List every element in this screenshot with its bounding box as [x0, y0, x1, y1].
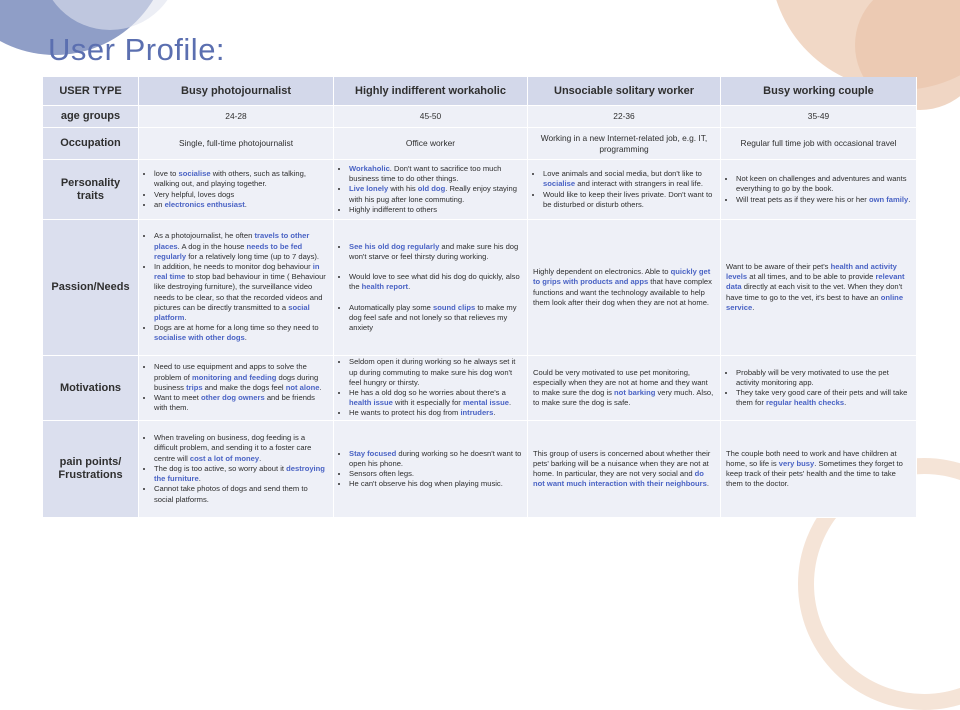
highlight-text: needs to be fed regularly — [154, 241, 303, 261]
age-value: 45-50 — [419, 111, 442, 122]
passion-paragraph — [726, 262, 911, 313]
highlight-text: online service — [726, 292, 904, 312]
motivations-cell-2 — [334, 356, 528, 421]
body-text: Want to meet — [154, 393, 201, 403]
highlight-text: health issue — [349, 398, 393, 408]
body-text: during working so he doesn't want to open his phone. — [349, 448, 522, 468]
header-column-4: Busy working couple — [721, 77, 917, 106]
body-text: He can't observe his dog when playing music. — [349, 479, 503, 489]
highlight-text: not barking — [614, 388, 656, 397]
body-text: Probably will be very motivated to use the pet activity monitoring app. — [736, 367, 889, 387]
body-text: Will treat pets as if they were his or her — [736, 194, 869, 204]
body-text: to stop bad behaviour in time ( Behaviour like destroying furniture), the surveillance video needs to be clear, so that the recorded videos and pictures can be directly transmitted to a — [154, 272, 326, 312]
body-text: for a relatively long time (up to 7 days). — [186, 251, 320, 261]
highlight-text: regular health checks — [765, 398, 845, 408]
painpoints-cell-1 — [139, 421, 334, 518]
highlight-text: quickly get to grips with products and apps — [533, 267, 711, 287]
body-text: . Don't want to sacrifice too much business time to do other things. — [349, 164, 502, 184]
body-text: Highly dependent on electronics. Able to — [533, 267, 671, 277]
highlight-text: socialise — [178, 169, 211, 179]
body-text: Would like to keep their lives private. Don't want to be disturbed or disturb others. — [543, 189, 713, 209]
passion-cell-4 — [721, 220, 917, 356]
body-text: with his — [388, 184, 418, 194]
bullet-item — [543, 169, 715, 189]
bullet-item — [736, 368, 911, 388]
personality-list — [144, 169, 328, 210]
bullet-item — [349, 303, 522, 334]
body-text: very much. Also, to make sure the dog is safe. — [533, 388, 714, 408]
body-text: . — [493, 408, 496, 418]
body-text: Seldom open it during working so he always set it up during commuting to make sure his dog won't feel hungry or thirsty. — [349, 357, 516, 387]
body-text: . Sometimes they forget to keep track of their pets' health and the time to take them to the doctor. — [726, 458, 903, 489]
body-text: . — [752, 302, 755, 312]
passion-paragraph — [533, 267, 715, 308]
personality-cell-3 — [528, 160, 721, 220]
bullet-item — [154, 200, 328, 210]
personality-list — [726, 174, 911, 205]
body-text: Highly indifferent to others — [349, 204, 438, 214]
body-text: Sensors often legs. — [349, 469, 415, 478]
highlight-text: intruders — [460, 408, 494, 418]
passion-cell-1 — [139, 220, 334, 356]
bullet-item — [736, 174, 911, 194]
bullet-item — [349, 357, 522, 388]
body-text: Cannot take photos of dogs and send them to social platforms. — [154, 484, 308, 504]
body-text: . — [319, 382, 322, 392]
occupation-cell-4 — [721, 128, 917, 160]
bullet-item — [154, 169, 328, 189]
body-text: to make my dog feel safe and not lonely so that relieves my anxiety — [349, 302, 517, 332]
highlight-text: socialise — [543, 179, 576, 189]
highlight-text: social platform — [154, 302, 310, 322]
painpoints-cell-3 — [528, 421, 721, 518]
age-cell-2 — [334, 106, 528, 128]
age-cell-3 — [528, 106, 721, 128]
highlight-text: in real time — [154, 261, 320, 282]
body-text: They take very good care of their pets and will take them for — [736, 388, 908, 408]
occupation-value: Office worker — [405, 138, 456, 149]
header-column-1: Busy photojournalist — [139, 77, 334, 106]
body-text: love to — [154, 169, 179, 179]
body-text: Automatically play some — [349, 302, 433, 312]
highlight-text: Workaholic — [349, 164, 390, 173]
motivations-list — [726, 368, 911, 409]
body-text: . A dog in the house — [177, 241, 247, 251]
occupation-value: Working in a new Internet-related job, e.g. IT, programming — [540, 133, 708, 154]
bullet-item — [349, 184, 522, 204]
row-label-motivations: Motivations — [43, 356, 139, 421]
bullet-item — [736, 195, 911, 205]
body-text: and be friends with them. — [154, 393, 315, 413]
highlight-text: mental issue — [462, 398, 509, 408]
body-text: Need to use equipment and apps to solve the problem of — [154, 362, 307, 382]
painpoints-list — [339, 449, 522, 490]
body-text: Very helpful, loves dogs — [154, 189, 235, 199]
motivations-cell-4 — [721, 356, 917, 421]
highlight-text: do not want much interaction with their neighbours — [533, 469, 707, 489]
bullet-item — [543, 190, 715, 210]
header-user-type: USER TYPE — [43, 77, 139, 106]
bullet-item — [349, 408, 522, 418]
highlight-text: other dog owners — [201, 393, 265, 403]
highlight-text: socialise with other dogs — [154, 333, 245, 343]
highlight-text: health and activity levels — [726, 261, 897, 282]
body-text: and make sure his dog won't starve or feel thirsty during working. — [349, 241, 519, 261]
highlight-text: very busy — [778, 458, 815, 468]
bullet-item — [154, 231, 328, 262]
body-text: and interact with strangers in real life. — [575, 179, 703, 189]
motivations-cell-1 — [139, 356, 334, 421]
body-text: dogs during business — [154, 372, 319, 392]
body-text: . — [184, 313, 187, 322]
bullet-item — [154, 262, 328, 323]
body-text: In addition, he needs to monitor dog behaviour — [154, 261, 313, 271]
bullet-item — [349, 242, 522, 262]
motivations-paragraph — [533, 368, 715, 409]
passion-cell-3 — [528, 220, 721, 356]
age-cell-1 — [139, 106, 334, 128]
bullet-item — [154, 190, 328, 200]
highlight-text: Live lonely — [349, 184, 389, 194]
highlight-text: old dog — [417, 184, 446, 194]
personality-cell-1 — [139, 160, 334, 220]
bullet-item — [349, 388, 522, 408]
body-text: . — [706, 479, 709, 489]
personality-list — [339, 164, 522, 215]
row-label-passion: Passion/Needs — [43, 220, 139, 356]
motivations-cell-3 — [528, 356, 721, 421]
painpoints-paragraph — [533, 449, 715, 490]
body-text: Want to be aware of their pet's — [726, 261, 831, 271]
personality-cell-2 — [334, 160, 528, 220]
bullet-item — [154, 393, 328, 413]
header-column-3: Unsociable solitary worker — [528, 77, 721, 106]
body-text: The couple both need to work and have children at home, so life is — [726, 448, 897, 468]
body-text: . — [244, 199, 247, 209]
occupation-value: Single, full-time photojournalist — [178, 138, 294, 149]
body-text: that have complex functions and want the technology available to help them look after their dog when they are not at home. — [533, 277, 712, 307]
row-label-pain-points: pain points/ Frustrations — [43, 421, 139, 518]
motivations-list — [339, 357, 522, 418]
bullet-item — [154, 433, 328, 464]
highlight-text: not alone — [285, 382, 320, 392]
passion-cell-2 — [334, 220, 528, 356]
highlight-text: health report — [361, 282, 409, 292]
bullet-spacer — [349, 262, 522, 272]
body-text: with it especially for — [392, 398, 463, 408]
highlight-text: sound clips — [433, 302, 476, 312]
highlight-text: electronics enthusiast — [164, 199, 245, 209]
passion-list — [339, 242, 522, 333]
bullet-item — [154, 484, 328, 504]
body-text: As a photojournalist, he often — [154, 231, 255, 241]
body-text: Would love to see what did his dog do quickly, also the — [349, 272, 520, 292]
passion-list — [144, 231, 328, 343]
bullet-item — [154, 464, 328, 484]
age-value: 24-28 — [225, 111, 247, 122]
bullet-spacer — [349, 293, 522, 303]
age-value: 22-36 — [613, 111, 635, 122]
bullet-item — [349, 469, 522, 479]
personality-list — [533, 169, 715, 210]
body-text: Dogs are at home for a long time so they need to — [154, 323, 319, 333]
highlight-text: relevant data — [726, 272, 905, 292]
user-profile-table — [43, 77, 917, 518]
bullet-item — [349, 205, 522, 215]
bullet-item — [154, 362, 328, 393]
bullet-item — [736, 388, 911, 408]
bullet-item — [349, 479, 522, 489]
body-text: The dog is too active, so worry about it — [154, 463, 287, 473]
highlight-text: cost a lot of money — [189, 453, 260, 463]
body-text: This group of users is concerned about whether their pets' barking will be a nuisance when they are not at home. In particular, they are not very social and — [533, 448, 711, 478]
painpoints-paragraph — [726, 449, 911, 490]
age-value: 35-49 — [807, 111, 830, 122]
body-text: at all times, and to be able to provide — [747, 272, 876, 282]
painpoints-cell-4 — [721, 421, 917, 518]
highlight-text: trips — [186, 382, 203, 392]
bullet-item — [154, 323, 328, 343]
body-text: . — [908, 194, 911, 204]
painpoints-cell-2 — [334, 421, 528, 518]
body-text: When traveling on business, dog feeding is a difficult problem, and sending it to a foster care centre will — [154, 433, 312, 463]
row-label-occupation: Occupation — [43, 128, 139, 160]
row-label-age: age groups — [43, 106, 139, 128]
highlight-text: travels to other places — [154, 231, 310, 251]
body-text: an — [154, 199, 165, 209]
body-text: . — [844, 398, 847, 408]
body-text: He has a old dog so he worries about there's a — [349, 388, 506, 397]
body-text: Could be very motivated to use pet monitoring, especially when they are not at home and they want to make sure the dog is — [533, 367, 708, 397]
motivations-list — [144, 362, 328, 413]
body-text: Not keen on challenges and adventures and wants everything to go by the book. — [736, 174, 907, 194]
body-text: and make the dogs feel — [202, 382, 286, 392]
body-text: . — [259, 453, 262, 463]
body-text: . — [408, 282, 411, 292]
body-text: directly at each visit to the vet. When they don't have time to go to the vet, it's best to have an — [726, 282, 903, 302]
painpoints-list — [144, 433, 328, 504]
highlight-text: See his old dog regularly — [349, 241, 440, 251]
age-cell-4 — [721, 106, 917, 128]
highlight-text: monitoring and feeding — [192, 372, 277, 382]
occupation-cell-1 — [139, 128, 334, 160]
body-text: . Really enjoy staying with his pug after lone commuting. — [349, 184, 517, 204]
highlight-text: Stay focused — [349, 448, 397, 458]
bullet-item — [349, 272, 522, 292]
occupation-cell-3 — [528, 128, 721, 160]
header-column-2: Highly indifferent workaholic — [334, 77, 528, 106]
highlight-text: own family — [868, 194, 909, 204]
body-text: He wants to protect his dog from — [349, 408, 461, 418]
occupation-cell-2 — [334, 128, 528, 160]
body-text: . — [244, 333, 247, 343]
body-text: . — [198, 474, 201, 484]
bullet-item — [349, 164, 522, 184]
page-title: User Profile: — [48, 32, 226, 67]
body-text: with others, such as talking, walking out, and playing together. — [154, 169, 306, 189]
body-text: . — [508, 398, 512, 408]
body-text: Love animals and social media, but don't like to — [543, 169, 702, 179]
highlight-text: destroying the furniture — [154, 463, 325, 484]
row-label-personality: Personality traits — [43, 160, 139, 220]
personality-cell-4 — [721, 160, 917, 220]
bullet-item — [349, 449, 522, 469]
occupation-value: Regular full time job with occasional travel — [740, 138, 897, 149]
